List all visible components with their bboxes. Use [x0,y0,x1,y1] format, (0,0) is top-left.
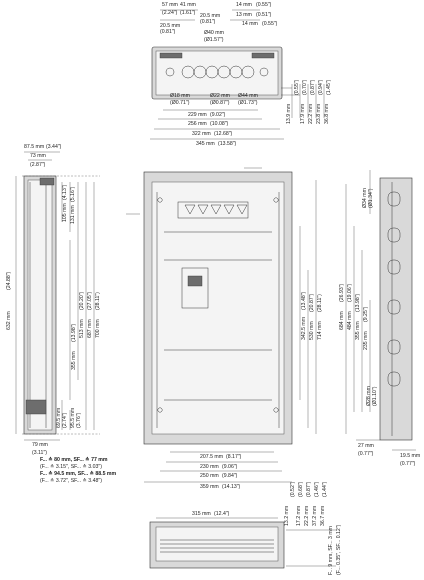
dim-sub-36-7: (1.44") [322,481,328,497]
dim-label-315: 315 mm [192,511,211,517]
dim-sub-27: (0.77") [358,451,374,457]
dim-sub-700: (28.11") [95,292,101,310]
dim-label-345: 345 mm [196,141,215,147]
dim-label-13: 13 mm [236,12,252,18]
dim-sub-131: (5.16") [70,186,76,202]
dim-sub-13-9: (0.55") [294,79,300,95]
dim-sub-315: (12.4") [214,511,230,517]
dim-label-36-8: 36.8 mm [324,103,330,124]
dim-label-f-sf: F... 9 mm, SF... 3 mm [328,526,334,575]
dim-label-687: 687 mm [87,319,93,338]
dim-sub-14b: (0.55") [262,21,278,27]
dim-label-230: 230 mm [200,464,219,470]
dim-label-57: 57 mm [162,2,178,8]
dim-label-205b: 20.5 mm [160,23,181,29]
dim-label-87-5: 87.5 mm [24,144,45,150]
dim-sub-f-sf: (F... 0.35", SF... 0.12") [336,524,342,575]
dim-label-27: 27 mm [358,443,374,449]
dim-label-18: Ø18 mm [170,93,190,99]
dim-sub-44: (Ø1.73") [238,100,258,106]
dim-sub-40: (Ø1.57") [204,37,224,43]
dim-sub-79: (3.11") [32,450,48,456]
dim-sub-69-5: (2.74") [62,412,68,428]
dim-label-37-2: 37.2 mm [312,505,318,526]
dim-label-36-7: 36.7 mm [320,505,326,526]
dim-sub-13-2: (0.52") [290,481,296,497]
dim-sub-714: (28.11") [317,294,323,312]
depth-note-2: F... ≙ 94.5 mm, SF... ≙ 88.5 mm [40,471,117,477]
dim-sub-57: (2.24") [162,10,178,16]
dim-sub-322: (12.68") [214,131,233,137]
dim-label-22-2: 22.2 mm [308,103,314,124]
dim-sub-205a: (0.81") [200,19,216,25]
dim-sub-256: (10.08") [210,121,229,127]
dim-sub-22-2: (0.87") [310,79,316,95]
dim-label-17-9: 17.9 mm [300,103,306,124]
dim-sub-19-5: (0.77") [400,461,416,467]
dim-label-28: Ø28 mm [366,386,372,406]
dim-label-41: 41 mm [180,2,196,8]
dim-sub-355: (13.98") [71,323,77,342]
dim-sub-13: (0.51") [256,12,272,18]
dim-sub-17-2: (0.68") [298,481,304,497]
dim-label-530: 530 mm [309,321,315,340]
dim-sub-23-8: (0.94") [318,79,324,95]
dim-label-13-2: 13.2 mm [284,505,290,526]
dim-label-229: 229 mm [188,112,207,118]
dim-label-105: 105 mm [62,203,68,222]
dim-sub-18: (Ø0.71") [170,100,190,106]
dim-label-714: 714 mm [317,321,323,340]
dim-label-484: 484 mm [347,311,353,330]
dim-label-256: 256 mm [188,121,207,127]
dim-label-207-5: 207.5 mm [200,454,224,460]
dim-label-44: Ø44 mm [238,93,258,99]
dim-label-14b: 14 mm [242,21,258,27]
dim-sub-355-right: (13.98") [355,293,361,312]
dim-sub-36-8: (1.45") [326,79,332,95]
dim-sub-530: (20.87") [309,293,315,312]
dim-label-34: Ø34 mm [362,188,368,208]
dim-label-69-5: 69.5 mm [56,407,62,428]
dim-label-235: 235 mm [363,331,369,350]
dim-sub-17-9: (0.70") [302,79,308,95]
dim-label-22-2-bottom: 22.2 mm [304,505,310,526]
dim-label-19-5: 19.5 mm [400,453,421,459]
depth-note-1: F... ≙ 80 mm, SF... ≙ 77 mm [40,457,108,463]
dim-sub-34: (Ø1.34") [368,188,374,208]
dim-sub-28: (Ø1.10") [372,386,378,406]
dim-label-22: Ø22 mm [210,93,230,99]
dim-label-205a: 20.5 mm [200,13,221,19]
dim-label-131: 131 mm [70,205,76,224]
dim-label-342-5: 342.5 mm [301,316,307,340]
dim-sub-73: (2.87") [30,162,46,168]
dim-label-684: 684 mm [339,311,345,330]
dim-label-250: 250 mm [200,473,219,479]
dim-sub-22: (Ø0.87") [210,100,230,106]
depth-note-2-imperial: (F... ≙ 3.72", SF... ≙ 3.48") [40,478,102,484]
dim-sub-22-2-bottom: (0.87") [306,481,312,497]
dim-sub-95-5: (3.76") [76,412,82,428]
dim-sub-632: (24.88") [6,271,12,290]
dim-sub-205b: (0.81") [160,29,176,35]
dim-sub-513: (20.20") [79,291,85,310]
dim-label-355: 355 mm [71,351,77,370]
dim-sub-345: (13.58") [218,141,237,147]
dim-sub-87-5: (3.44") [46,144,62,150]
front-view [126,168,316,482]
dim-sub-250: (9.84") [222,473,238,479]
depth-note-1-imperial: (F... ≙ 3.15", SF... ≙ 3.03") [40,464,102,470]
dim-sub-359: (14.13") [222,484,241,490]
dim-label-513: 513 mm [79,319,85,338]
dim-label-23-8: 23.8 mm [316,103,322,124]
dim-label-322: 322 mm [192,131,211,137]
dim-label-40: Ø40 mm [204,30,224,36]
dim-label-79: 79 mm [32,442,48,448]
dim-sub-41: (1.61") [180,10,196,16]
dim-label-95-5: 95.5 mm [70,407,76,428]
dim-label-13-9: 13.9 mm [286,103,292,124]
dim-sub-229: (9.02") [210,112,226,118]
dim-sub-37-2: (1.46") [314,481,320,497]
dim-sub-342-5: (13.48") [301,291,307,310]
dim-label-73: 73 mm [30,153,46,159]
dim-sub-684: (26.93") [339,283,345,302]
top-view [150,10,324,139]
dim-label-14a: 14 mm [236,2,252,8]
dim-label-359: 359 mm [200,484,219,490]
dim-sub-230: (9.06") [222,464,238,470]
dim-label-355-right: 355 mm [355,321,361,340]
dim-label-700: 700 mm [95,319,101,338]
dim-sub-105: (4.13") [62,184,68,200]
dim-sub-207-5: (8.17") [226,454,242,460]
dim-sub-14a: (0.55") [256,2,272,8]
dim-label-17-2: 17.2 mm [296,505,302,526]
dim-sub-687: (27.05") [87,291,93,310]
dim-sub-235: (9.25") [363,306,369,322]
dim-sub-484: (19.06") [347,283,353,302]
dim-label-632: 632 mm [6,311,12,330]
